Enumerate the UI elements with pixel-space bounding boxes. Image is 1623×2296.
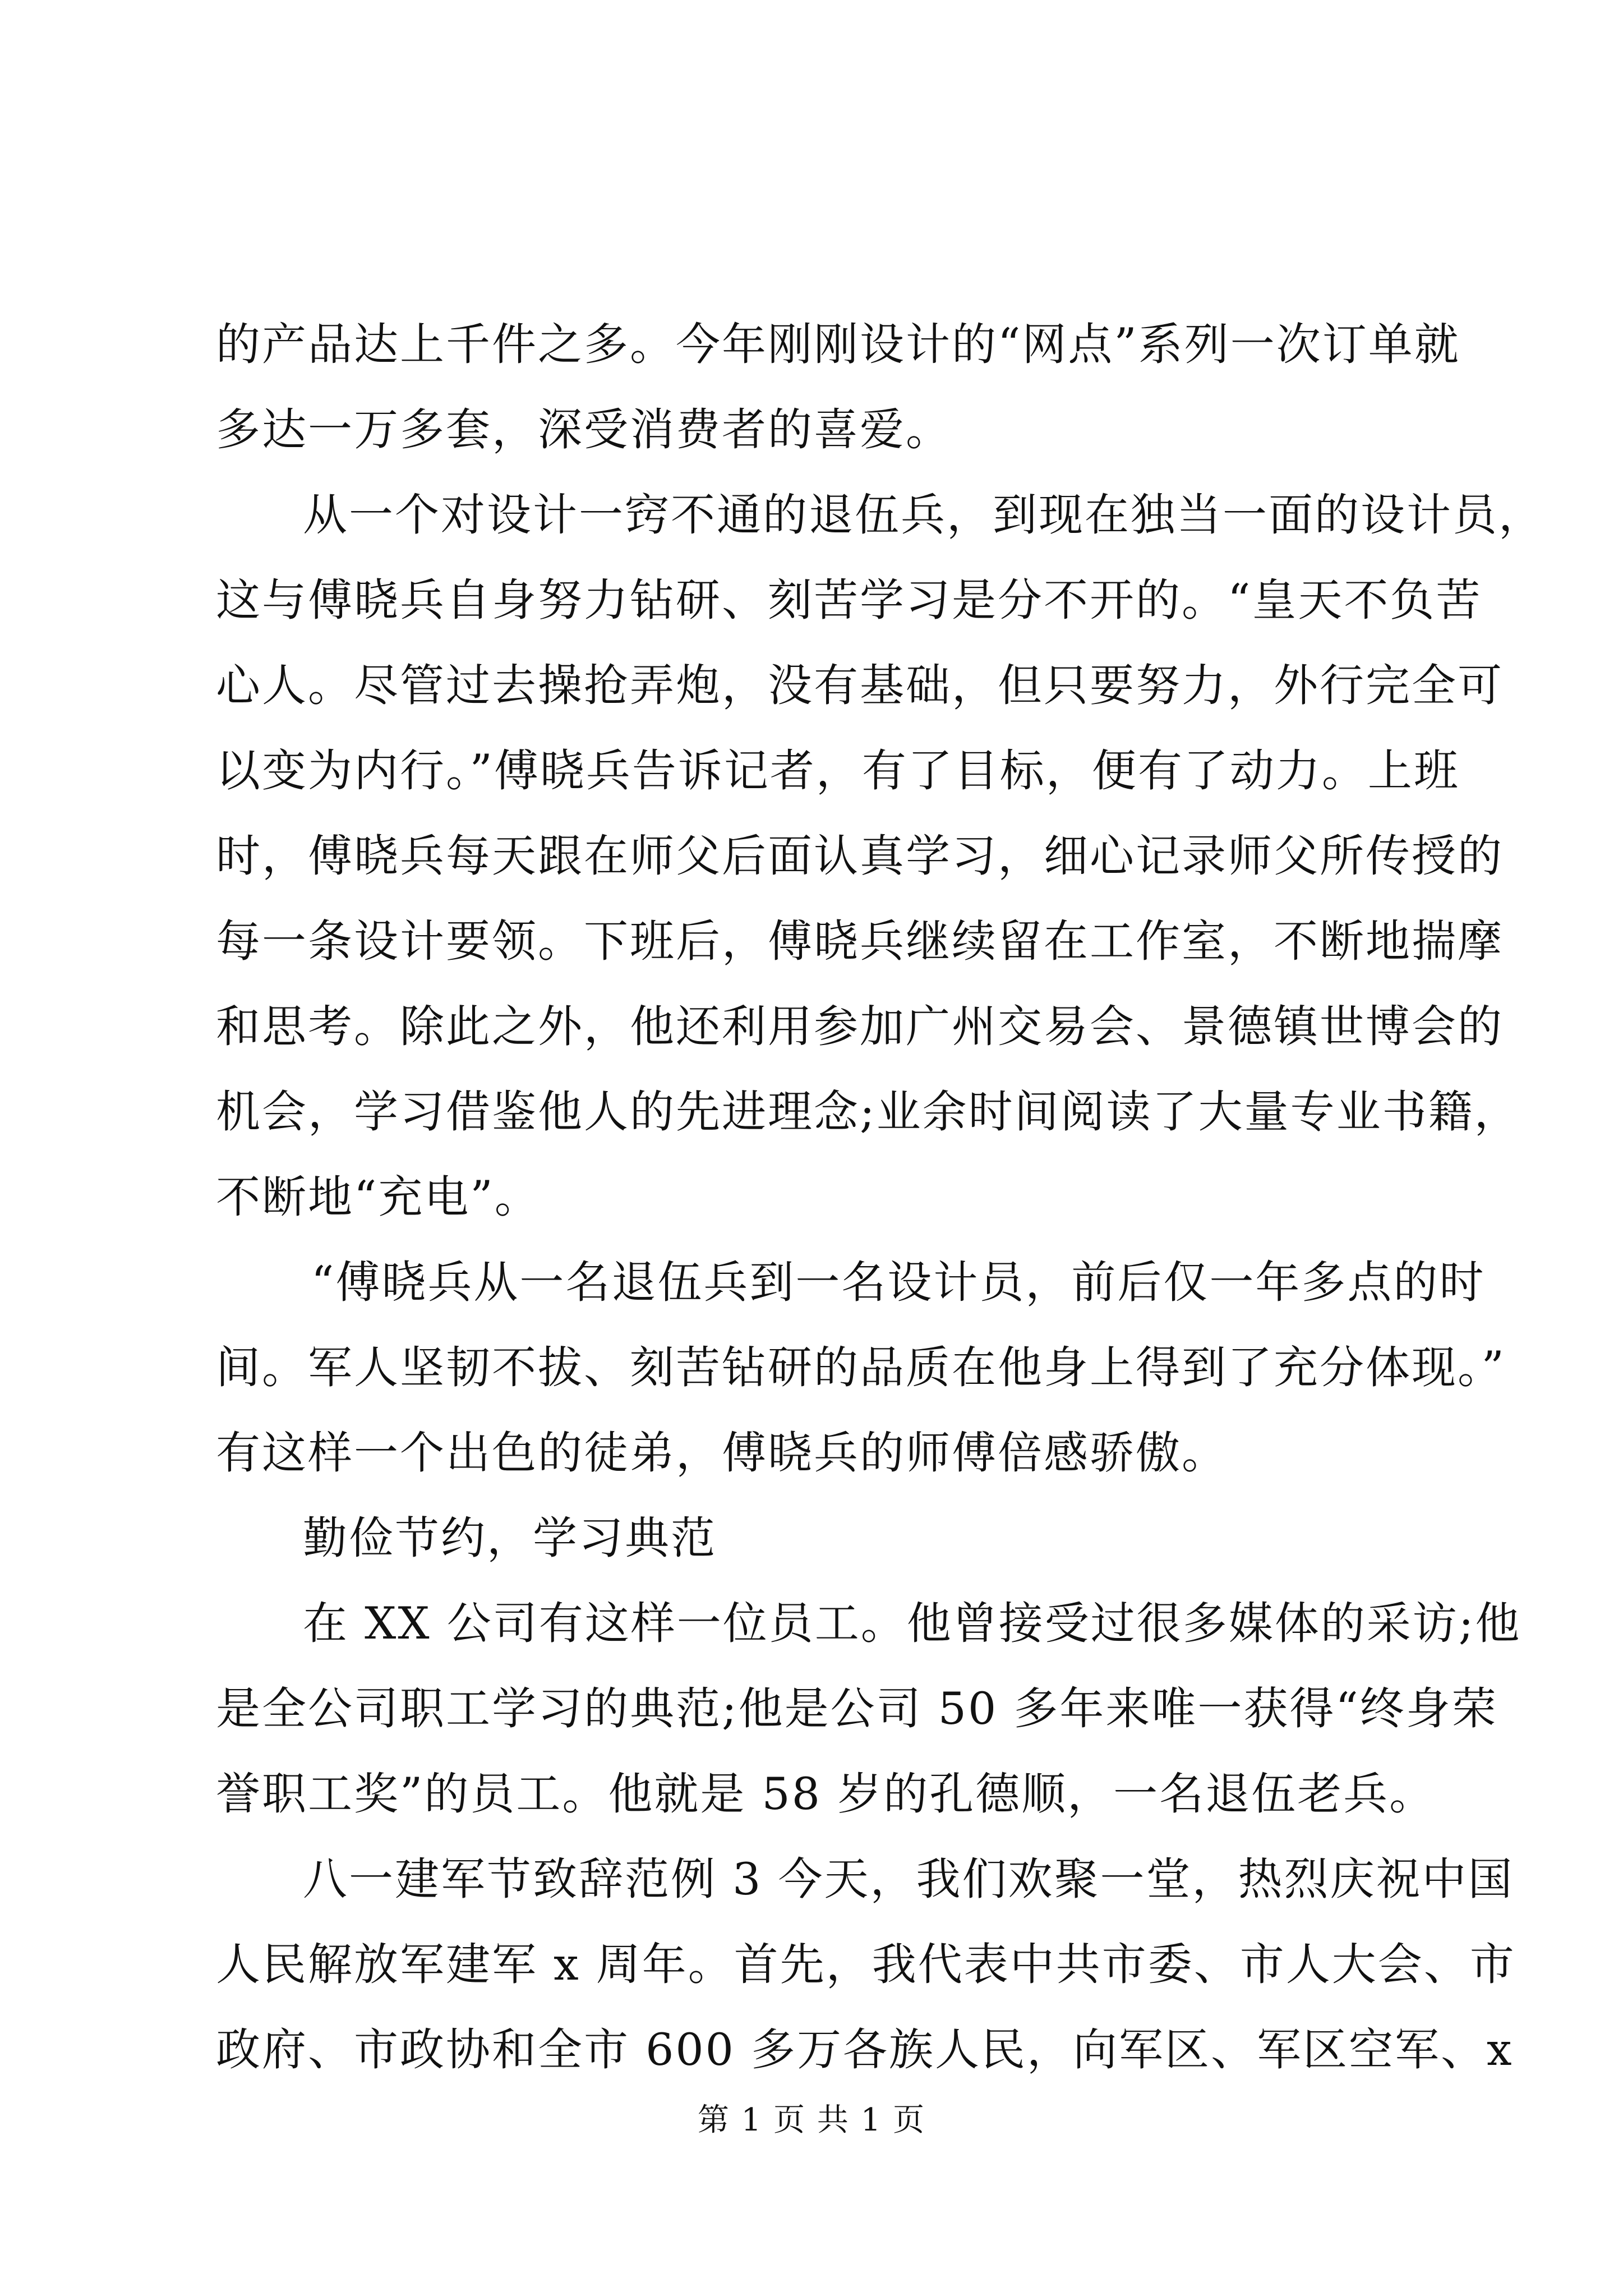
text-line: 政府、市政协和全市 600 多万各族人民，向军区、军区空军、x [216,2024,1514,2076]
paragraph-start-line: 从一个对设计一窍不通的退伍兵，到现在独当一面的设计员， [303,489,1544,541]
text-line: 人民解放军建军 x 周年。首先，我代表中共市委、市人大会、市 [216,1939,1516,1990]
text-line: 是全公司职工学习的典范;他是公司 50 多年来唯一获得“终身荣 [216,1683,1498,1734]
paragraph-start-line: 八一建军节致辞范例 3 今天，我们欢聚一堂，热烈庆祝中国 [303,1853,1514,1905]
text-line: 每一条设计要领。下班后，傅晓兵继续留在工作室，不断地揣摩 [216,915,1504,967]
text-line: 这与傅晓兵自身努力钻研、刻苦学习是分不开的。“皇天不负苦 [216,574,1482,626]
paragraph-start-line: “傅晓兵从一名退伍兵到一名设计员，前后仅一年多点的时 [311,1257,1486,1308]
text-line: 有这样一个出色的徒弟，傅晓兵的师傅倍感骄傲。 [216,1427,1228,1479]
text-line: 不断地“充电”。 [216,1171,541,1223]
section-heading: 勤俭节约，学习典范 [303,1512,717,1564]
paragraph-start-line: 在 XX 公司有这样一位员工。他曾接受过很多媒体的采访;他 [303,1598,1521,1649]
text-line: 和思考。除此之外，他还利用参加广州交易会、景德镇世博会的 [216,1001,1504,1052]
text-line: 誉职工奖”的员工。他就是 58 岁的孔德顺，一名退伍老兵。 [216,1768,1436,1820]
text-line: 的产品达上千件之多。今年刚刚设计的“网点”系列一次订单就 [216,319,1460,370]
text-line: 时，傅晓兵每天跟在师父后面认真学习，细心记录师父所传授的 [216,830,1504,882]
page-number-footer: 第 1 页 共 1 页 [697,2102,926,2138]
text-line: 机会，学习借鉴他人的先进理念;业余时间阅读了大量专业书籍， [216,1086,1520,1138]
document-body [216,302,1544,2092]
text-line: 心人。尽管过去操抢弄炮，没有基础，但只要努力，外行完全可 [216,660,1504,711]
text-line: 多达一万多套，深受消费者的喜爱。 [216,404,952,455]
text-line: 以变为内行。”傅晓兵告诉记者，有了目标，便有了动力。上班 [216,745,1460,797]
text-line: 间。军人坚韧不拔、刻苦钻研的品质在他身上得到了充分体现。” [216,1342,1506,1393]
